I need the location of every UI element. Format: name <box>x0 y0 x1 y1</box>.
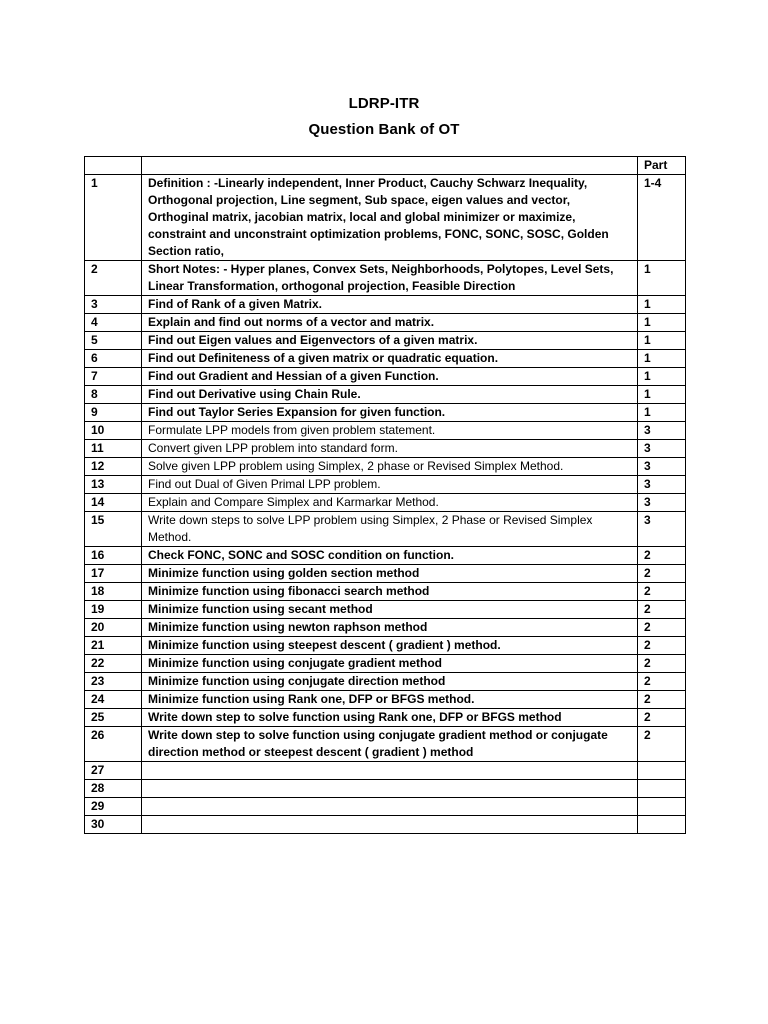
question-cell: Minimize function using golden section method <box>142 565 638 583</box>
part-cell <box>638 762 686 780</box>
table-row <box>85 619 686 637</box>
table-row <box>85 404 686 422</box>
row-number-cell: 10 <box>85 422 142 440</box>
row-number-cell: 6 <box>85 350 142 368</box>
table-row <box>85 296 686 314</box>
header-question-cell <box>142 157 638 175</box>
row-number-cell: 16 <box>85 547 142 565</box>
part-cell: 2 <box>638 673 686 691</box>
question-cell: Find out Derivative using Chain Rule. <box>142 386 638 404</box>
table-row <box>85 601 686 619</box>
table-row <box>85 175 686 261</box>
row-number-cell: 1 <box>85 175 142 261</box>
row-number-cell: 18 <box>85 583 142 601</box>
part-cell: 2 <box>638 601 686 619</box>
row-number-cell: 27 <box>85 762 142 780</box>
part-cell: 2 <box>638 583 686 601</box>
part-cell: 2 <box>638 655 686 673</box>
row-number-cell: 8 <box>85 386 142 404</box>
table-row <box>85 386 686 404</box>
table-header-row <box>85 157 686 175</box>
table-row <box>85 709 686 727</box>
table-row <box>85 727 686 762</box>
row-number-cell: 22 <box>85 655 142 673</box>
part-cell: 2 <box>638 565 686 583</box>
question-cell: Minimize function using Rank one, DFP or BFGS method. <box>142 691 638 709</box>
part-cell: 2 <box>638 691 686 709</box>
table-row <box>85 547 686 565</box>
part-cell: 3 <box>638 494 686 512</box>
part-cell: 1 <box>638 404 686 422</box>
part-cell: 2 <box>638 547 686 565</box>
header-no-cell <box>85 157 142 175</box>
row-number-cell: 4 <box>85 314 142 332</box>
row-number-cell: 23 <box>85 673 142 691</box>
institution-heading: LDRP-ITR <box>348 95 420 112</box>
header-part-cell: Part <box>638 157 686 175</box>
table-row <box>85 476 686 494</box>
table-row <box>85 440 686 458</box>
table-row <box>85 494 686 512</box>
row-number-cell: 15 <box>85 512 142 547</box>
row-number-cell: 30 <box>85 816 142 834</box>
part-cell: 2 <box>638 709 686 727</box>
question-cell: Find out Gradient and Hessian of a given Function. <box>142 368 638 386</box>
row-number-cell: 25 <box>85 709 142 727</box>
row-number-cell: 9 <box>85 404 142 422</box>
row-number-cell: 2 <box>85 261 142 296</box>
part-cell: 2 <box>638 619 686 637</box>
row-number-cell: 7 <box>85 368 142 386</box>
question-cell: Minimize function using fibonacci search method <box>142 583 638 601</box>
question-table <box>84 156 686 834</box>
question-cell: Formulate LPP models from given problem statement. <box>142 422 638 440</box>
question-cell: Write down step to solve function using conjugate gradient method or conjugate direction method or steepest descent ( gradient ) method <box>142 727 638 762</box>
part-cell: 3 <box>638 458 686 476</box>
table-row <box>85 780 686 798</box>
question-cell: Find out Dual of Given Primal LPP problem. <box>142 476 638 494</box>
table-row <box>85 691 686 709</box>
table-row <box>85 565 686 583</box>
row-number-cell: 26 <box>85 727 142 762</box>
question-cell <box>142 762 638 780</box>
table-row <box>85 583 686 601</box>
question-table-body <box>85 157 686 834</box>
part-cell: 3 <box>638 476 686 494</box>
table-row <box>85 422 686 440</box>
question-cell: Minimize function using newton raphson method <box>142 619 638 637</box>
question-cell: Explain and find out norms of a vector and matrix. <box>142 314 638 332</box>
question-cell: Find of Rank of a given Matrix. <box>142 296 638 314</box>
part-cell: 1 <box>638 314 686 332</box>
table-row <box>85 332 686 350</box>
part-cell: 1 <box>638 350 686 368</box>
table-row <box>85 816 686 834</box>
row-number-cell: 20 <box>85 619 142 637</box>
question-cell: Explain and Compare Simplex and Karmarkar Method. <box>142 494 638 512</box>
row-number-cell: 24 <box>85 691 142 709</box>
row-number-cell: 11 <box>85 440 142 458</box>
part-cell: 3 <box>638 512 686 547</box>
table-row <box>85 762 686 780</box>
row-number-cell: 5 <box>85 332 142 350</box>
question-cell <box>142 816 638 834</box>
row-number-cell: 3 <box>85 296 142 314</box>
table-row <box>85 458 686 476</box>
row-number-cell: 13 <box>85 476 142 494</box>
part-cell <box>638 798 686 816</box>
row-number-cell: 28 <box>85 780 142 798</box>
part-cell <box>638 780 686 798</box>
question-cell: Find out Definiteness of a given matrix or quadratic equation. <box>142 350 638 368</box>
question-cell: Minimize function using conjugate direction method <box>142 673 638 691</box>
table-row <box>85 261 686 296</box>
part-cell: 1-4 <box>638 175 686 261</box>
row-number-cell: 14 <box>85 494 142 512</box>
question-cell: Check FONC, SONC and SOSC condition on function. <box>142 547 638 565</box>
document-title: Question Bank of OT <box>308 121 460 138</box>
part-cell: 3 <box>638 422 686 440</box>
part-cell: 1 <box>638 386 686 404</box>
part-cell: 1 <box>638 296 686 314</box>
question-cell: Find out Eigen values and Eigenvectors of a given matrix. <box>142 332 638 350</box>
table-row <box>85 512 686 547</box>
row-number-cell: 12 <box>85 458 142 476</box>
table-row <box>85 637 686 655</box>
question-cell: Find out Taylor Series Expansion for given function. <box>142 404 638 422</box>
question-cell: Definition : -Linearly independent, Inner Product, Cauchy Schwarz Inequality, Orthogonal projection, Line segment, Sub space, eigen values and vector, Orthoginal matrix, jacobian matrix, local and global minimizer or maximize, constraint and unconstraint optimization problems, FONC, SONC, SOSC, Golden Section ratio, <box>142 175 638 261</box>
part-cell: 1 <box>638 332 686 350</box>
question-cell: Minimize function using secant method <box>142 601 638 619</box>
part-cell: 1 <box>638 368 686 386</box>
table-row <box>85 350 686 368</box>
table-row <box>85 314 686 332</box>
part-cell: 3 <box>638 440 686 458</box>
table-row <box>85 798 686 816</box>
part-cell: 2 <box>638 637 686 655</box>
question-cell: Convert given LPP problem into standard form. <box>142 440 638 458</box>
table-row <box>85 655 686 673</box>
row-number-cell: 29 <box>85 798 142 816</box>
part-cell: 1 <box>638 261 686 296</box>
table-row <box>85 368 686 386</box>
question-cell: Short Notes: - Hyper planes, Convex Sets, Neighborhoods, Polytopes, Level Sets, Linear Transformation, orthogonal projection, Feasible Direction <box>142 261 638 296</box>
question-cell: Write down step to solve function using Rank one, DFP or BFGS method <box>142 709 638 727</box>
question-cell <box>142 798 638 816</box>
question-cell <box>142 780 638 798</box>
part-cell: 2 <box>638 727 686 762</box>
question-cell: Write down steps to solve LPP problem using Simplex, 2 Phase or Revised Simplex Method. <box>142 512 638 547</box>
question-cell: Minimize function using conjugate gradient method <box>142 655 638 673</box>
row-number-cell: 19 <box>85 601 142 619</box>
question-cell: Minimize function using steepest descent ( gradient ) method. <box>142 637 638 655</box>
part-cell <box>638 816 686 834</box>
question-cell: Solve given LPP problem using Simplex, 2 phase or Revised Simplex Method. <box>142 458 638 476</box>
row-number-cell: 21 <box>85 637 142 655</box>
row-number-cell: 17 <box>85 565 142 583</box>
table-row <box>85 673 686 691</box>
